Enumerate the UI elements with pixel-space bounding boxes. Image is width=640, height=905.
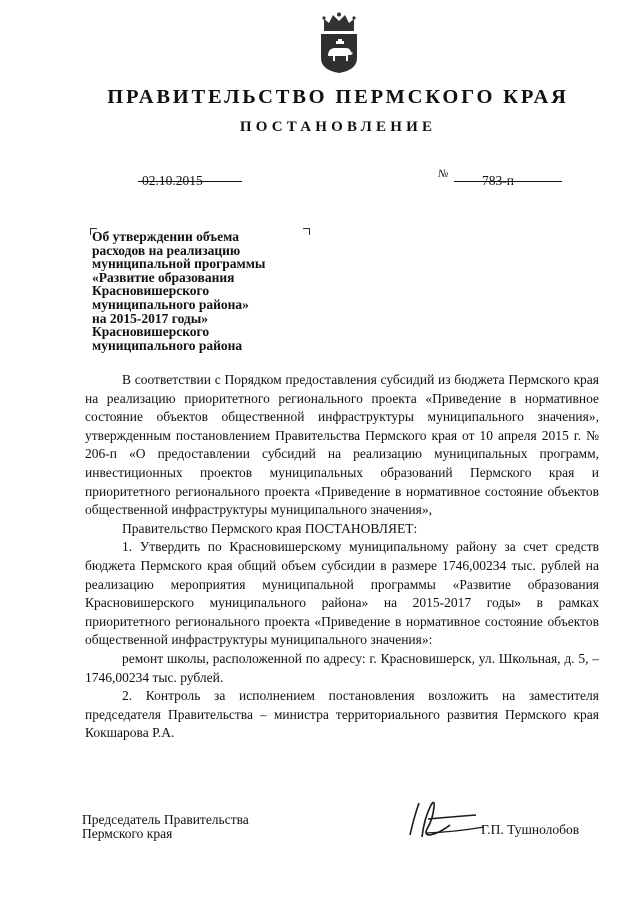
title-line: Красновишерского (92, 283, 210, 299)
coat-of-arms-icon (319, 12, 359, 74)
body-paragraph: 1. Утвердить по Красновишерскому муниципальному району за счет средств бюджета Пермского края общий объем субсидии в размере 1746,00234 тыс. рублей на реализацию мероприятия муниципальной программы «Развитие образования Красновишерского муниципального района» на 2015-2017 годы» в рамках приоритетного регионального проекта «Приведение в нормативное состояние объектов общественной инфраструктуры муниципального значения»: (85, 539, 599, 648)
signatory-position-line: Председатель Правительства (82, 812, 249, 827)
document-type: ПОСТАНОВЛЕНИЕ (239, 119, 437, 135)
document-date: 02.10.2015 (142, 173, 203, 188)
title-line: муниципального района» (92, 296, 249, 312)
signatory-position-line: Пермского края (82, 826, 173, 841)
body-paragraph: ремонт школы, расположенной по адресу: г. Красновишерск, ул. Школьная, д. 5, – 1746,00234 тыс. рублей. (85, 650, 599, 685)
title-line: Красновишерского (92, 324, 210, 340)
body-paragraph: 2. Контроль за исполнением постановления возложить на заместителя председателя Правительства – министра территориального развития Пермского края Кокшарова Р.А. (85, 688, 599, 741)
government-name: ПРАВИТЕЛЬСТВО ПЕРМСКОГО КРАЯ (107, 86, 569, 108)
title-line: «Развитие образования (92, 269, 235, 285)
document-title (92, 230, 265, 352)
title-line: расходов на реализацию (92, 242, 241, 258)
signatory-name: Г.П. Тушнолобов (481, 822, 580, 837)
title-line: на 2015-2017 годы» (92, 310, 209, 326)
crown-icon (322, 13, 355, 32)
number-underline (454, 181, 562, 182)
document-number: 783-п (482, 173, 514, 188)
title-line: муниципального района (92, 337, 243, 353)
title-line: Об утверждении объема (92, 229, 239, 244)
title-line: муниципальной программы (92, 256, 266, 272)
title-corner-right (303, 228, 310, 235)
number-sign: № (438, 168, 449, 180)
signatory-position (82, 813, 249, 841)
date-underline (138, 181, 242, 182)
body-paragraph: Правительство Пермского края ПОСТАНОВЛЯЕТ: (122, 520, 418, 536)
body-paragraph: В соответствии с Порядком предоставления субсидий из бюджета Пермского края на реализацию приоритетного регионального проекта «Приведение в нормативное состояние объектов общественной инфраструктуры муниципального значения», утвержденным постановлением Правительства Пермского края от 10 апреля 2015 г. № 206-п «О предоставлении субсидий на реализацию муниципальных программ, инвестиционных проектов муниципальных образований Пермского края и приоритетного регионального проекта «Приведение в нормативное состояние объектов общественной инфраструктуры муниципального значения», (85, 372, 599, 518)
document-body (85, 371, 599, 743)
